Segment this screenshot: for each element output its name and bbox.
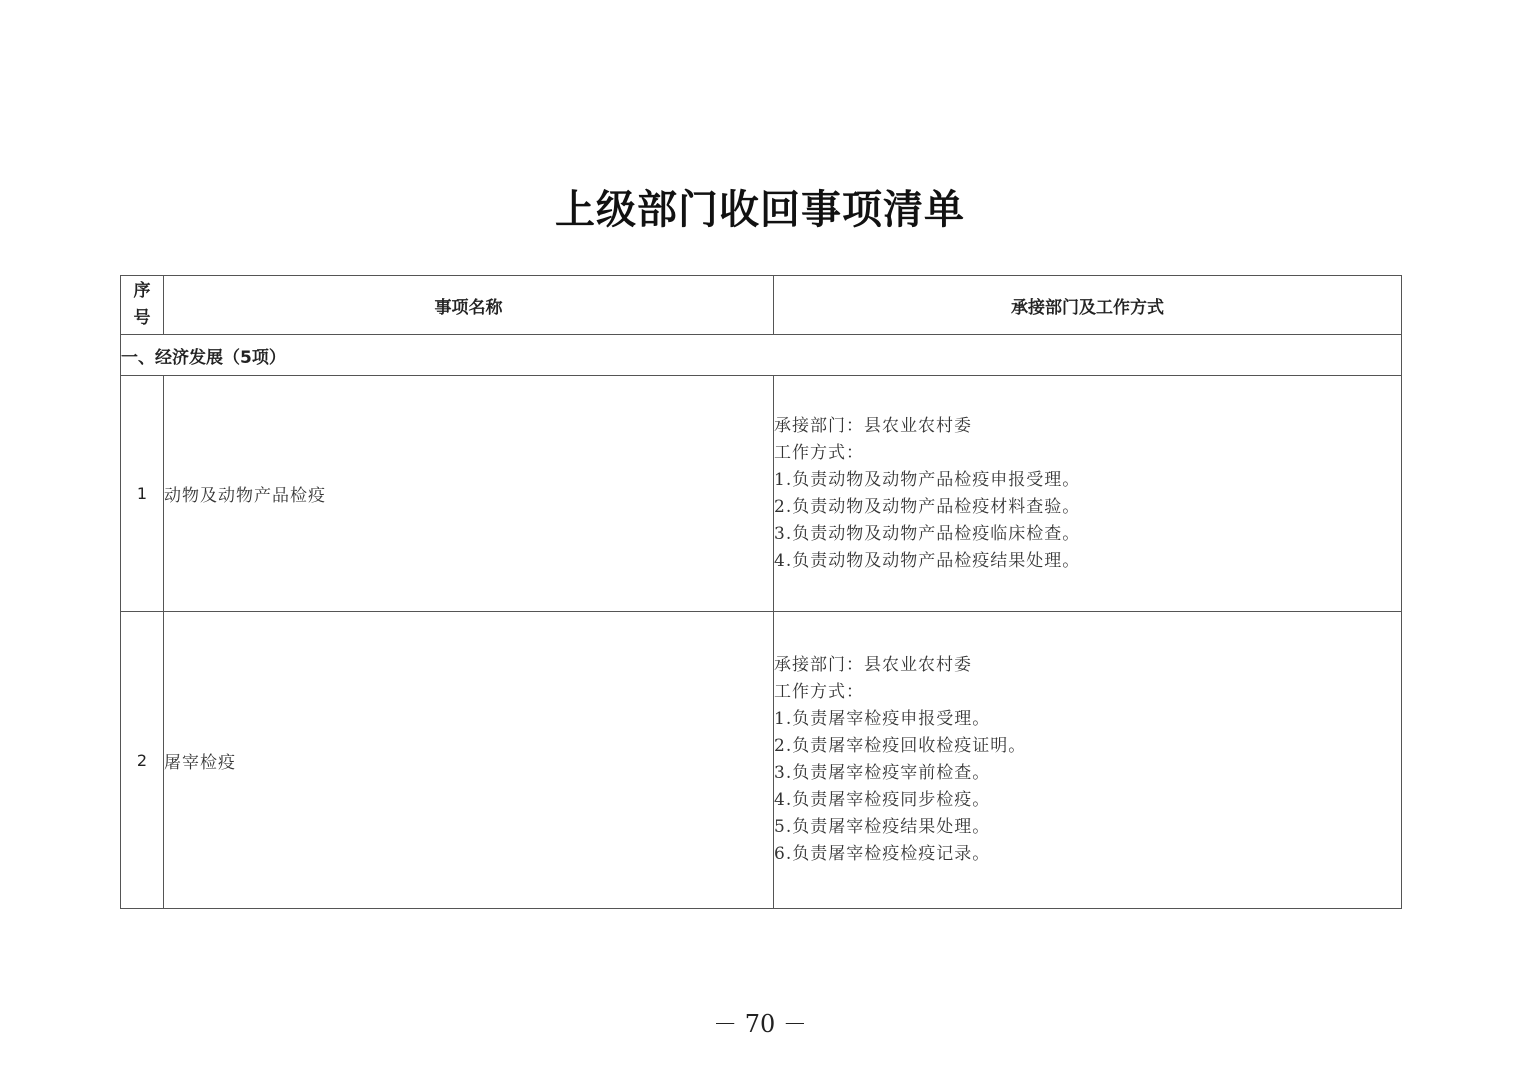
- item-name: 动物及动物产品检疫: [164, 376, 774, 612]
- table-header-row: [121, 276, 1402, 335]
- dept-line: 4.负责屠宰检疫同步检疫。: [774, 790, 991, 810]
- item-name: 屠宰检疫: [164, 612, 774, 909]
- dept-line: 工作方式：: [774, 442, 864, 463]
- header-serial-line2: 号: [133, 308, 151, 328]
- department-method-cell: [774, 612, 1402, 909]
- dept-line: 3.负责屠宰检疫宰前检查。: [774, 763, 991, 783]
- department-method-cell: [774, 376, 1402, 612]
- table-row: [121, 376, 1402, 612]
- dept-line: 3.负责动物及动物产品检疫临床检查。: [774, 523, 1081, 544]
- header-serial-line1: 序: [133, 281, 151, 301]
- page-number: － 70 －: [713, 1010, 807, 1038]
- table-row: [121, 612, 1402, 909]
- row-number: 1: [121, 376, 164, 612]
- header-department-method: 承接部门及工作方式: [774, 276, 1402, 335]
- row-number: 2: [121, 612, 164, 909]
- header-item-name: 事项名称: [164, 276, 774, 335]
- dept-line: 1.负责动物及动物产品检疫申报受理。: [774, 469, 1081, 490]
- dept-line: 6.负责屠宰检疫检疫记录。: [774, 844, 991, 864]
- section-heading: 一、经济发展（5项）: [121, 335, 1402, 376]
- dept-line: 2.负责动物及动物产品检疫材料查验。: [774, 496, 1081, 517]
- items-table: [120, 275, 1402, 909]
- header-serial-number: [121, 276, 164, 335]
- dept-line: 4.负责动物及动物产品检疫结果处理。: [774, 550, 1081, 571]
- page-title: 上级部门收回事项清单: [555, 186, 965, 233]
- dept-line: 工作方式：: [774, 682, 864, 702]
- section-row: [121, 335, 1402, 376]
- dept-line: 2.负责屠宰检疫回收检疫证明。: [774, 736, 1027, 756]
- dept-line: 5.负责屠宰检疫结果处理。: [774, 817, 991, 837]
- dept-line: 承接部门：县农业农村委: [774, 655, 972, 675]
- dept-line: 承接部门：县农业农村委: [774, 415, 972, 436]
- dept-line: 1.负责屠宰检疫申报受理。: [774, 709, 991, 729]
